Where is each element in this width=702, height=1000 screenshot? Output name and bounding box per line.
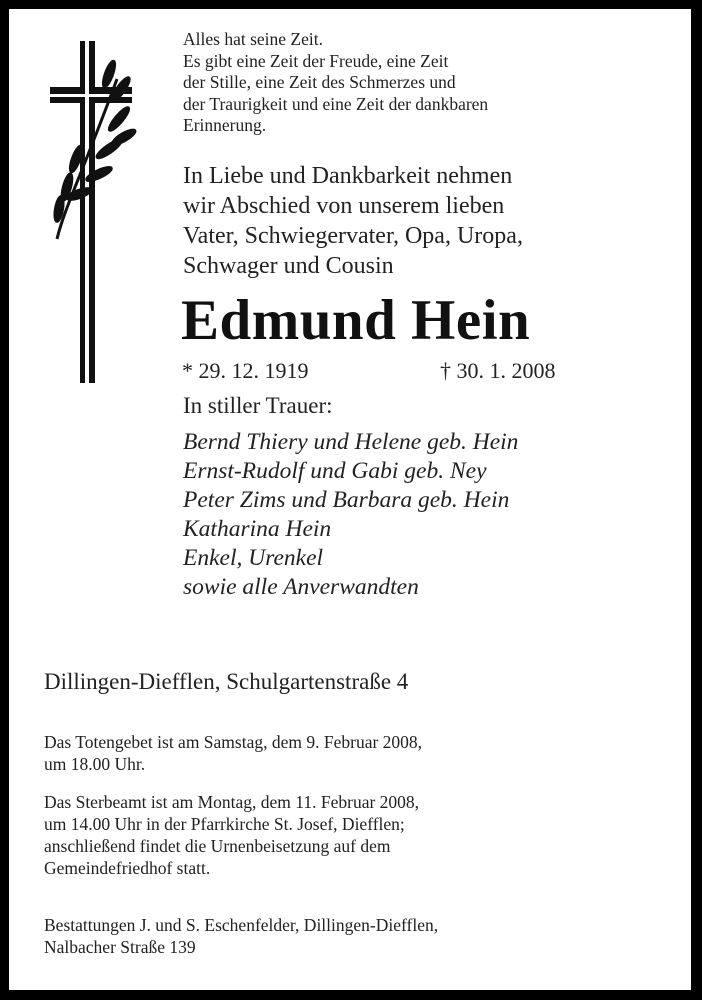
- intro-line: Vater, Schwiegervater, Opa, Uropa,: [183, 223, 523, 249]
- intro-line: wir Abschied von unserem lieben: [183, 193, 505, 219]
- quote-line: Es gibt eine Zeit der Freude, eine Zeit: [183, 50, 449, 71]
- undertaker-info: [44, 914, 438, 958]
- deceased-name: Edmund Hein: [181, 289, 531, 352]
- family-member: Bernd Thiery und Helene geb. Hein: [183, 429, 519, 455]
- intro-line: In Liebe und Dankbarkeit nehmen: [183, 163, 513, 189]
- intro-line: Schwager und Cousin: [183, 253, 394, 279]
- prayer-line: Das Totengebet ist am Samstag, dem 9. Februar 2008,: [44, 732, 423, 752]
- quote-line: Alles hat seine Zeit.: [183, 29, 323, 49]
- family-list: [183, 428, 518, 602]
- prayer-line: um 18.00 Uhr.: [44, 754, 146, 774]
- cross-with-palm-icon: [9, 9, 149, 409]
- family-member: sowie alle Anverwandten: [183, 574, 419, 600]
- family-member: Peter Zims und Barbara geb. Hein: [183, 487, 510, 513]
- quote-line: Erinnerung.: [183, 115, 267, 136]
- opening-quote: [183, 29, 488, 137]
- requiem-line: Das Sterbeamt ist am Montag, dem 11. Februar 2008,: [44, 792, 420, 812]
- family-member: Katharina Hein: [183, 516, 332, 542]
- requiem-line: Gemeindefriedhof statt.: [44, 858, 211, 878]
- family-address: Dillingen-Diefflen, Schulgartenstraße 4: [44, 669, 409, 694]
- undertaker-line: Bestattungen J. und S. Eschenfelder, Dillingen-Diefflen,: [44, 915, 439, 935]
- quote-line: der Traurigkeit und eine Zeit der dankbaren: [183, 93, 489, 114]
- obituary-notice: [9, 9, 691, 990]
- birth-date: * 29. 12. 1919: [182, 358, 309, 383]
- mourning-heading: In stiller Trauer:: [183, 393, 333, 418]
- undertaker-line: Nalbacher Straße 139: [44, 937, 196, 957]
- family-member: Ernst-Rudolf und Gabi geb. Ney: [183, 458, 487, 484]
- intro-text: [183, 161, 523, 281]
- prayer-info: [44, 731, 422, 775]
- requiem-line: um 14.00 Uhr in der Pfarrkirche St. Josef, Diefflen;: [44, 814, 405, 834]
- death-date: † 30. 1. 2008: [440, 358, 556, 383]
- quote-line: der Stille, eine Zeit des Schmerzes und: [183, 72, 456, 93]
- family-member: Enkel, Urenkel: [183, 545, 324, 571]
- requiem-info: [44, 791, 419, 879]
- requiem-line: anschließend findet die Urnenbeisetzung auf dem: [44, 836, 391, 856]
